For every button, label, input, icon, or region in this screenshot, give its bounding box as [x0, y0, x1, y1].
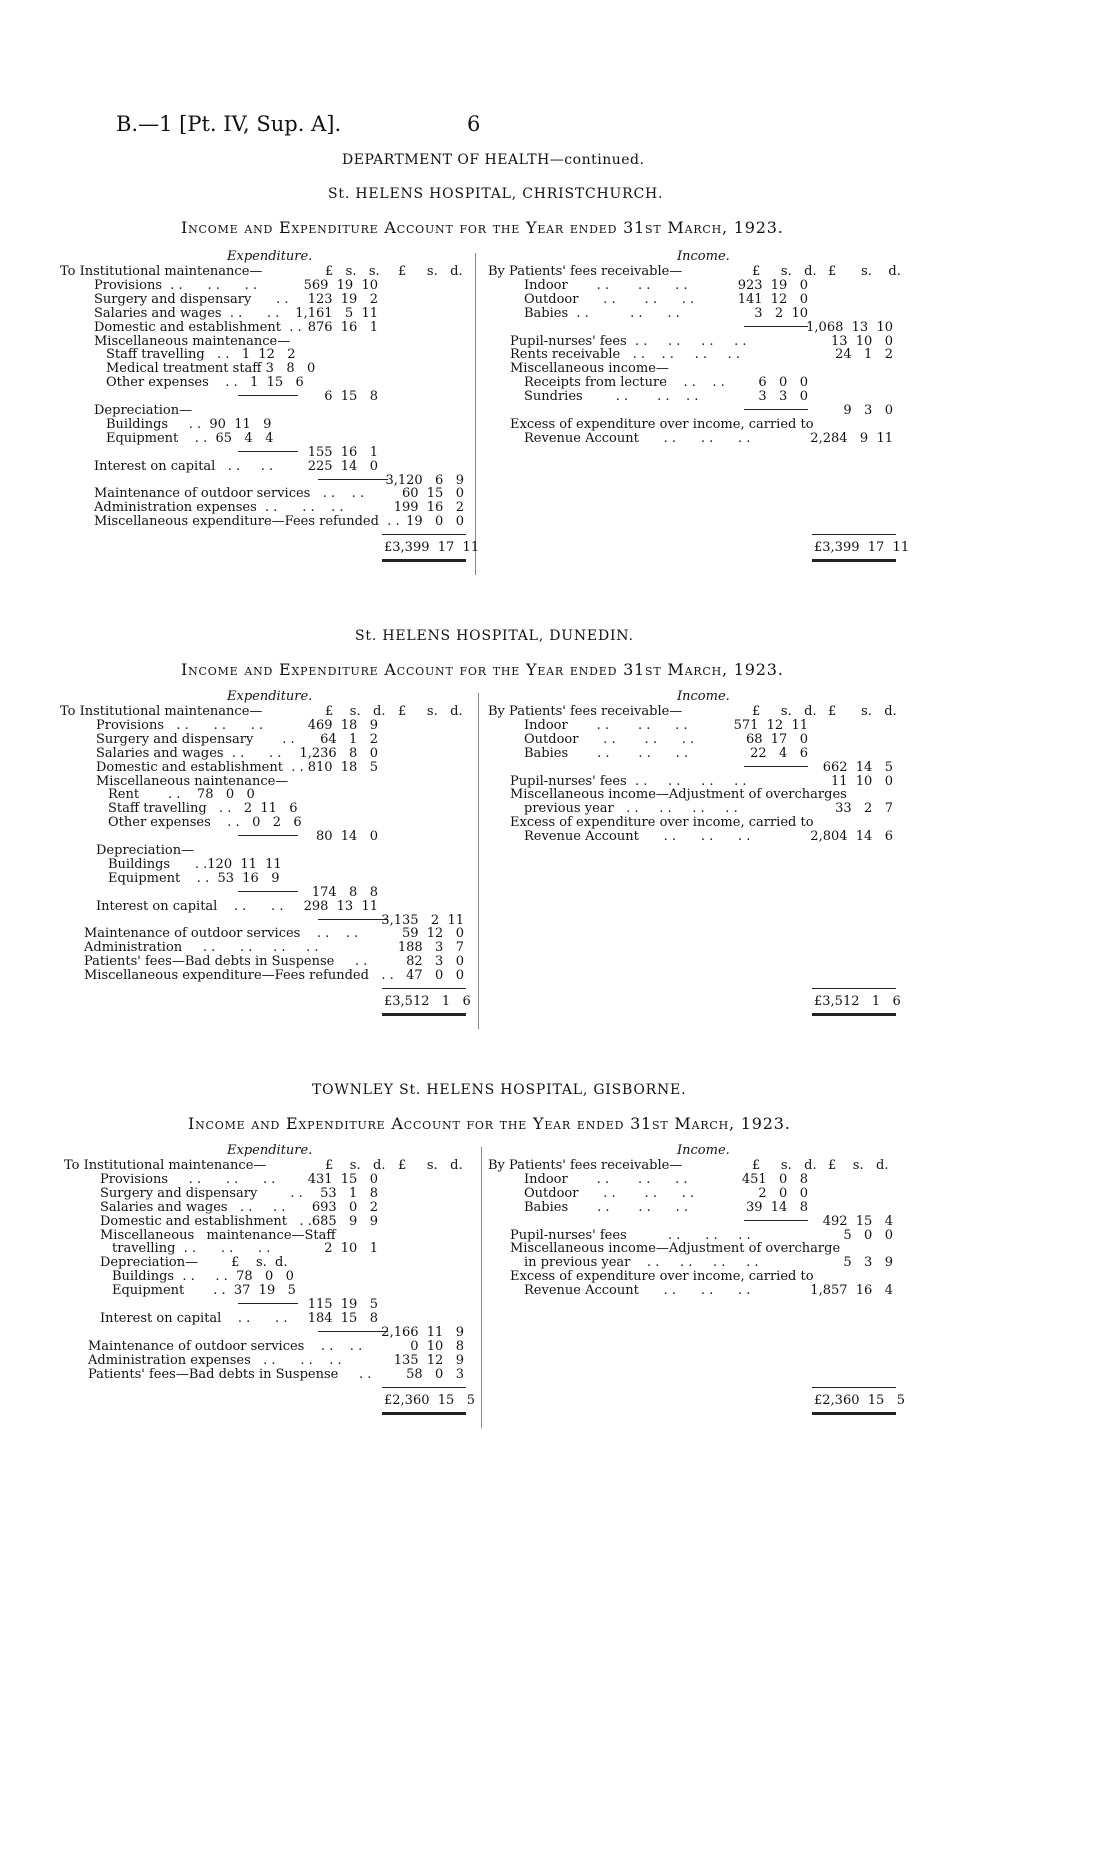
expenditure-double-rule — [382, 559, 466, 562]
expenditure-total-rule — [382, 1387, 466, 1388]
expenditure-heading: Expenditure. — [227, 689, 313, 704]
expenditure-line: Provisions . . . . . . — [100, 1171, 276, 1187]
expenditure-subtotal: 184 15 8 — [307, 1310, 378, 1326]
expenditure-line: Administration . . . . . . . . — [84, 940, 319, 956]
expenditure-line: Miscellaneous expenditure—Fees refunded . . — [94, 514, 400, 530]
expenditure-line: Interest on capital . . . . — [94, 458, 274, 474]
income-subtotal: 923 19 0 — [737, 277, 808, 293]
expenditure-line: Staff travelling . . 2 11 6 — [108, 801, 298, 817]
expenditure-subtotal: 1,236 8 0 — [299, 745, 378, 761]
expenditure-line: Salaries and wages . . . . — [94, 305, 280, 321]
expenditure-subtotal: 2 10 1 — [324, 1241, 378, 1257]
income-grand-total: £3,512 1 6 — [814, 994, 901, 1009]
income-subtotal: 3 3 0 — [758, 389, 808, 405]
income-subtotal-rule — [744, 1220, 808, 1221]
income-heading: Income. — [677, 1143, 730, 1158]
expenditure-subtotal: 225 14 0 — [307, 458, 378, 474]
expenditure-heading: Expenditure. — [227, 249, 313, 264]
income-amount: 1,857 16 4 — [810, 1283, 893, 1299]
subtotal-rule — [318, 1331, 388, 1332]
income-line: previous year . . . . . . . . — [524, 801, 738, 817]
expenditure-line: Administration expenses . . . . . . — [88, 1352, 342, 1368]
expenditure-line: Salaries and wages . . . . — [100, 1199, 286, 1215]
income-subtotal-rule — [744, 766, 808, 767]
income-amount: 5 0 0 — [843, 1227, 893, 1243]
income-double-rule — [812, 1412, 896, 1415]
expenditure-double-rule — [382, 1412, 466, 1415]
department-title: DEPARTMENT OF HEALTH—continued. — [342, 152, 645, 168]
expenditure-amount: 59 12 0 — [401, 926, 464, 942]
expenditure-amount: 0 10 8 — [410, 1338, 464, 1354]
expenditure-line: Rent . . 78 0 0 — [108, 787, 255, 803]
income-subtotal: 68 17 0 — [745, 731, 808, 747]
income-column-headers: £ s. d. — [752, 1158, 817, 1173]
income-line: Revenue Account . . . . . . — [524, 829, 751, 845]
expenditure-line: Depreciation— £ s. d. — [100, 1255, 288, 1271]
expenditure-line: Surgery and dispensary . . — [96, 731, 295, 747]
expenditure-subtotal: 693 0 2 — [311, 1199, 378, 1215]
expenditure-grand-total: £3,512 1 6 — [384, 994, 471, 1009]
income-subtotal-rule — [744, 409, 808, 410]
income-amount: 9 3 0 — [843, 403, 893, 418]
expenditure-grand-total: £3,399 17 11 — [384, 540, 480, 555]
expenditure-line: Depreciation— — [94, 403, 193, 418]
expenditure-line: Patients' fees—Bad debts in Suspense . . — [88, 1366, 372, 1382]
expenditure-total-rule — [382, 988, 466, 989]
expenditure-column-headers: £ s. s. — [325, 264, 380, 279]
expenditure-subtotal: 155 16 1 — [307, 444, 378, 460]
income-subtotal: 451 0 8 — [741, 1171, 808, 1187]
income-line: Miscellaneous income—Adjustment of overcharge — [510, 1241, 841, 1257]
income-line: Pupil-nurses' fees . . . . . . — [510, 1227, 751, 1243]
expenditure-column-headers: £ s. d. — [325, 704, 386, 719]
expenditure-amount: 58 0 3 — [406, 1366, 464, 1382]
page-reference: B.—1 [Pt. IV, Sup. A]. — [116, 112, 342, 136]
expenditure-line: Administration expenses . . . . . . — [94, 500, 344, 516]
income-line: Rents receivable . . . . . . . . — [510, 347, 741, 363]
income-amount: 24 1 2 — [835, 347, 893, 363]
income-line: Receipts from lecture . . . . — [524, 375, 725, 391]
expenditure-subtotal: 115 19 5 — [307, 1297, 378, 1312]
subtotal-rule — [318, 479, 388, 480]
expenditure-line: Maintenance of outdoor services . . . . — [84, 926, 359, 942]
income-total-rule — [812, 534, 896, 535]
expenditure-line: Surgery and dispensary . . — [100, 1185, 303, 1201]
expenditure-line: Domestic and establishment . . — [94, 319, 302, 335]
expenditure-line: Surgery and dispensary . . — [94, 291, 289, 307]
expenditure-subtotal: 123 19 2 — [307, 291, 378, 307]
income-total-rule — [812, 1387, 896, 1388]
expenditure-line: Miscellaneous maintenance— — [94, 333, 291, 349]
expenditure-line: Interest on capital . . . . — [100, 1310, 288, 1326]
income-line: Babies . . . . . . — [524, 305, 680, 321]
income-amount: 13 10 0 — [830, 333, 893, 349]
expenditure-amount: 19 0 0 — [406, 514, 464, 530]
expenditure-subtotal: 174 8 8 — [311, 884, 378, 900]
expenditure-line: To Institutional maintenance— — [64, 1158, 267, 1173]
expenditure-line: To Institutional maintenance— — [60, 704, 263, 719]
income-double-rule — [812, 1013, 896, 1016]
expenditure-line: Medical treatment staff 3 8 0 — [106, 361, 316, 377]
expenditure-heading: Expenditure. — [227, 1143, 313, 1158]
income-heading: Income. — [677, 689, 730, 704]
income-line: Indoor . . . . . . — [524, 1171, 688, 1187]
income-line: Miscellaneous income—Adjustment of overcharges — [510, 787, 847, 803]
account-title: Income and Expenditure Account for the Year ended 31st March, 1923. — [181, 218, 784, 237]
expenditure-subtotal: 876 16 1 — [307, 319, 378, 335]
expenditure-line: Equipment . . 65 4 4 — [106, 430, 274, 446]
income-subtotal: 22 4 6 — [750, 745, 808, 761]
income-line: Excess of expenditure over income, carried to — [510, 815, 814, 831]
expenditure-amount: 199 16 2 — [393, 500, 464, 516]
expenditure-line: Salaries and wages . . . . — [96, 745, 282, 761]
income-total-column-headers: £ s. d. — [828, 704, 897, 719]
income-line: Babies . . . . . . — [524, 1199, 688, 1215]
income-line: Pupil-nurses' fees . . . . . . . . — [510, 773, 747, 789]
expenditure-line: Other expenses . . 0 2 6 — [108, 815, 302, 831]
subtotal-rule — [238, 451, 298, 452]
expenditure-subtotal: 685 9 9 — [311, 1213, 378, 1229]
expenditure-total-column-headers: £ s. d. — [398, 1158, 463, 1173]
income-grand-total: £2,360 15 5 — [814, 1393, 905, 1408]
expenditure-line: To Institutional maintenance— — [60, 264, 263, 279]
income-amount: 33 2 7 — [835, 801, 893, 817]
expenditure-line: Other expenses . . 1 15 6 — [106, 375, 304, 391]
hospital-title: TOWNLEY St. HELENS HOSPITAL, GISBORNE. — [312, 1082, 687, 1098]
income-subtotal: 6 0 0 — [758, 375, 808, 391]
expenditure-subtotal: 64 1 2 — [320, 731, 378, 747]
expenditure-line: Provisions . . . . . . — [94, 277, 258, 293]
income-total-rule — [812, 988, 896, 989]
expenditure-amount: 135 12 9 — [393, 1352, 464, 1368]
expenditure-total-column-headers: £ s. d. — [398, 704, 463, 719]
expenditure-subtotal: 810 18 5 — [307, 759, 378, 775]
income-line: Excess of expenditure over income, carried to — [510, 416, 814, 432]
income-line: Indoor . . . . . . — [524, 277, 688, 293]
account-title: Income and Expenditure Account for the Year ended 31st March, 1923. — [181, 660, 784, 679]
income-line: By Patients' fees receivable— — [488, 264, 683, 279]
expenditure-line: travelling . . . . . . — [112, 1241, 271, 1257]
expenditure-subtotal: 1,161 5 11 — [295, 305, 378, 321]
subtotal-rule — [238, 835, 298, 836]
expenditure-amount: 82 3 0 — [406, 954, 464, 970]
income-amount: 2,284 9 11 — [810, 430, 893, 446]
expenditure-amount: 2,166 11 9 — [381, 1324, 464, 1340]
expenditure-subtotal: 80 14 0 — [315, 829, 378, 845]
column-divider — [481, 1147, 482, 1428]
expenditure-line: Depreciation— — [96, 843, 195, 858]
expenditure-subtotal: 298 13 11 — [303, 898, 378, 914]
expenditure-line: Buildings . .120 11 11 — [108, 856, 282, 872]
expenditure-total-column-headers: £ s. d. — [398, 264, 463, 279]
income-subtotal: 2 0 0 — [758, 1185, 808, 1201]
expenditure-amount: 3,135 2 11 — [381, 912, 464, 928]
subtotal-rule — [318, 919, 388, 920]
income-subtotal-rule — [744, 326, 808, 327]
income-amount: 5 3 9 — [843, 1255, 893, 1271]
column-divider — [478, 693, 479, 1029]
income-grand-total: £3,399 17 11 — [814, 540, 910, 555]
income-line: Pupil-nurses' fees . . . . . . . . — [510, 333, 747, 349]
expenditure-line: Miscellaneous expenditure—Fees refunded . . — [84, 968, 394, 984]
income-line: Indoor . . . . . . — [524, 717, 688, 733]
subtotal-rule — [238, 891, 298, 892]
expenditure-subtotal: 53 1 8 — [320, 1185, 378, 1201]
expenditure-subtotal: 6 15 8 — [324, 389, 378, 405]
expenditure-subtotal: 431 15 0 — [307, 1171, 378, 1187]
income-line: Revenue Account . . . . . . — [524, 430, 751, 446]
expenditure-amount: 188 3 7 — [397, 940, 464, 956]
income-line: in previous year . . . . . . . . — [524, 1255, 759, 1271]
expenditure-line: Provisions . . . . . . — [96, 717, 264, 733]
income-column-headers: £ s. d. — [752, 264, 817, 279]
account-title: Income and Expenditure Account for the Year ended 31st March, 1923. — [188, 1114, 791, 1133]
expenditure-total-rule — [382, 534, 466, 535]
expenditure-line: Interest on capital . . . . — [96, 898, 284, 914]
expenditure-line: Maintenance of outdoor services . . . . — [94, 486, 365, 502]
expenditure-line: Equipment . . 53 16 9 — [108, 870, 280, 886]
expenditure-column-headers: £ s. d. — [325, 1158, 386, 1173]
income-heading: Income. — [677, 249, 730, 264]
expenditure-amount: 3,120 6 9 — [385, 472, 464, 488]
income-subtotal: 141 12 0 — [737, 291, 808, 307]
income-total-column-headers: £ s. d. — [828, 264, 901, 279]
expenditure-line: Miscellaneous naintenance— — [96, 773, 289, 789]
expenditure-subtotal: 569 19 10 — [303, 277, 378, 293]
expenditure-amount: 47 0 0 — [406, 968, 464, 984]
hospital-title: St. HELENS HOSPITAL, DUNEDIN. — [355, 628, 634, 644]
expenditure-line: Buildings . . 90 11 9 — [106, 416, 272, 432]
income-subtotal: 3 2 10 — [754, 305, 808, 321]
hospital-title: St. HELENS HOSPITAL, CHRISTCHURCH. — [328, 186, 664, 202]
income-subtotal: 39 14 8 — [745, 1199, 808, 1215]
income-line: Babies . . . . . . — [524, 745, 688, 761]
income-line: Sundries . . . . . . — [524, 389, 699, 405]
income-line: Miscellaneous income— — [510, 361, 669, 377]
income-line: Excess of expenditure over income, carried to — [510, 1269, 814, 1285]
income-amount: 11 10 0 — [830, 773, 893, 789]
expenditure-line: Equipment . . 37 19 5 — [112, 1283, 296, 1299]
expenditure-line: Buildings . . . . 78 0 0 — [112, 1269, 294, 1285]
income-amount: 2,804 14 6 — [810, 829, 893, 845]
income-line: Outdoor . . . . . . — [524, 291, 695, 307]
expenditure-line: Patients' fees—Bad debts in Suspense . . — [84, 954, 368, 970]
income-amount: 1,068 13 10 — [806, 319, 893, 335]
column-divider — [475, 253, 476, 575]
expenditure-subtotal: 469 18 9 — [307, 717, 378, 733]
expenditure-line: Maintenance of outdoor services . . . . — [88, 1338, 363, 1354]
income-line: By Patients' fees receivable— — [488, 1158, 683, 1173]
expenditure-line: Domestic and establishment . . — [96, 759, 304, 775]
subtotal-rule — [238, 1303, 298, 1304]
income-double-rule — [812, 559, 896, 562]
expenditure-line: Staff travelling . . 1 12 2 — [106, 347, 296, 363]
subtotal-rule — [238, 395, 298, 396]
income-line: Outdoor . . . . . . — [524, 1185, 695, 1201]
expenditure-amount: 60 15 0 — [401, 486, 464, 502]
income-line: Revenue Account . . . . . . — [524, 1283, 751, 1299]
income-column-headers: £ s. d. — [752, 704, 817, 719]
income-amount: 492 15 4 — [822, 1213, 893, 1229]
income-subtotal: 571 12 11 — [733, 717, 808, 733]
expenditure-grand-total: £2,360 15 5 — [384, 1393, 475, 1408]
expenditure-line: Domestic and establishment . . — [100, 1213, 312, 1229]
page-number: 6 — [467, 112, 481, 136]
income-total-column-headers: £ s. d. — [828, 1158, 889, 1173]
expenditure-double-rule — [382, 1013, 466, 1016]
expenditure-line: Miscellaneous maintenance—Staff — [100, 1227, 336, 1243]
income-line: By Patients' fees receivable— — [488, 704, 683, 719]
income-line: Outdoor . . . . . . — [524, 731, 695, 747]
income-amount: 662 14 5 — [822, 759, 893, 775]
